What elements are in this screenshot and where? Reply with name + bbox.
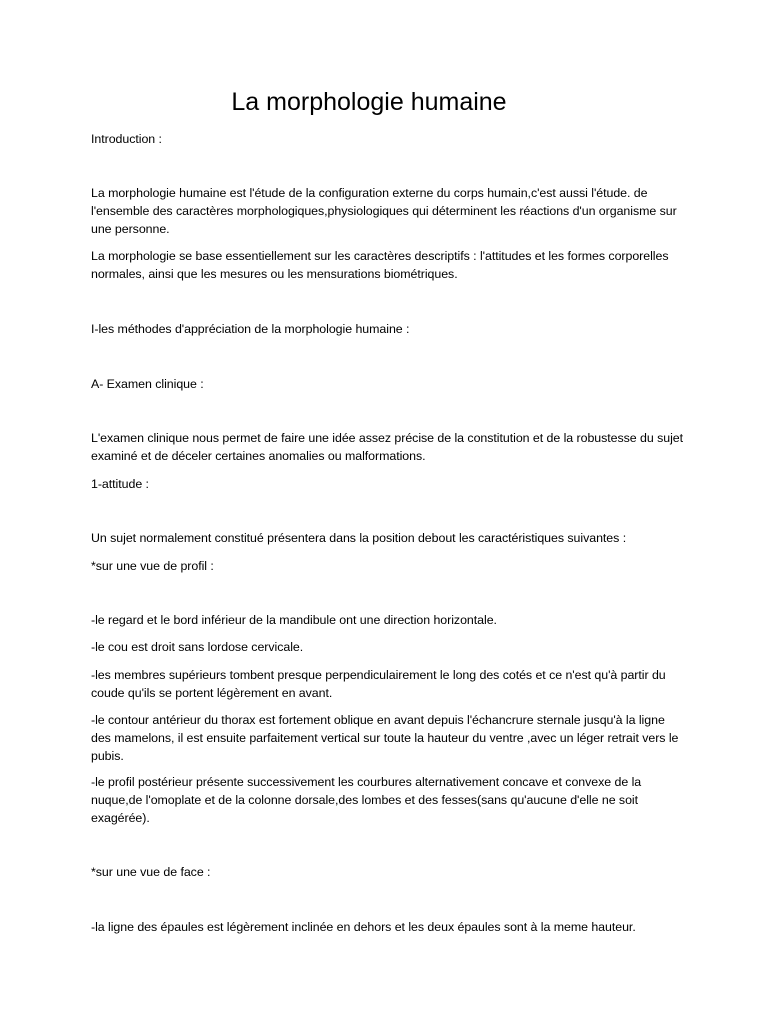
section-heading-introduction: Introduction : <box>91 132 162 146</box>
paragraph: *sur une vue de face : <box>91 865 211 879</box>
paragraph: La morphologie humaine est l'étude de la configuration externe du corps humain,c'est aussi l'étude. de l'ensemble des caractères morphologiques,physiologiques qui déterminent les réactions d'un organisme sur une personne. <box>91 186 677 236</box>
list-item: -les membres supérieurs tombent presque perpendiculairement le long des cotés et ce n'est qu'à partir du coude qu'ils se portent légèrement en avant. <box>91 668 666 700</box>
list-item: -le contour antérieur du thorax est fortement oblique en avant depuis l'échancrure sternale jusqu'à la ligne des mamelons, il est ensuite parfaitement vertical sur toute la hauteur du ventre ,avec un léger retrait vers le pubis. <box>91 713 679 763</box>
paragraph: L'examen clinique nous permet de faire une idée assez précise de la constitution et de la robustesse du sujet examiné et de déceler certaines anomalies ou malformations. <box>91 431 684 463</box>
subsection-heading: 1-attitude : <box>91 477 149 491</box>
paragraph: La morphologie se base essentiellement sur les caractères descriptifs : l'attitudes et les formes corporelles normales, ainsi que les mesures ou les mensurations biométriques. <box>91 249 669 281</box>
document-title: La morphologie humaine <box>231 88 507 116</box>
paragraph: Un sujet normalement constitué présentera dans la position debout les caractéristiques suivantes : <box>91 531 627 545</box>
list-item: -le profil postérieur présente successivement les courbures alternativement concave et convexe de la nuque,de l'omoplate et de la colonne dorsale,des lombes et des fesses(sans qu'aucune d'elle ne soit exagérée). <box>91 775 642 825</box>
list-item: -le cou est droit sans lordose cervicale. <box>91 640 304 654</box>
paragraph: *sur une vue de profil : <box>91 559 214 573</box>
subsection-heading: A- Examen clinique : <box>91 377 204 391</box>
list-item: -la ligne des épaules est légèrement inclinée en dehors et les deux épaules sont à la meme hauteur. <box>91 920 636 934</box>
list-item: -le regard et le bord inférieur de la mandibule ont une direction horizontale. <box>91 613 497 627</box>
section-heading: I-les méthodes d'appréciation de la morphologie humaine : <box>91 322 410 336</box>
